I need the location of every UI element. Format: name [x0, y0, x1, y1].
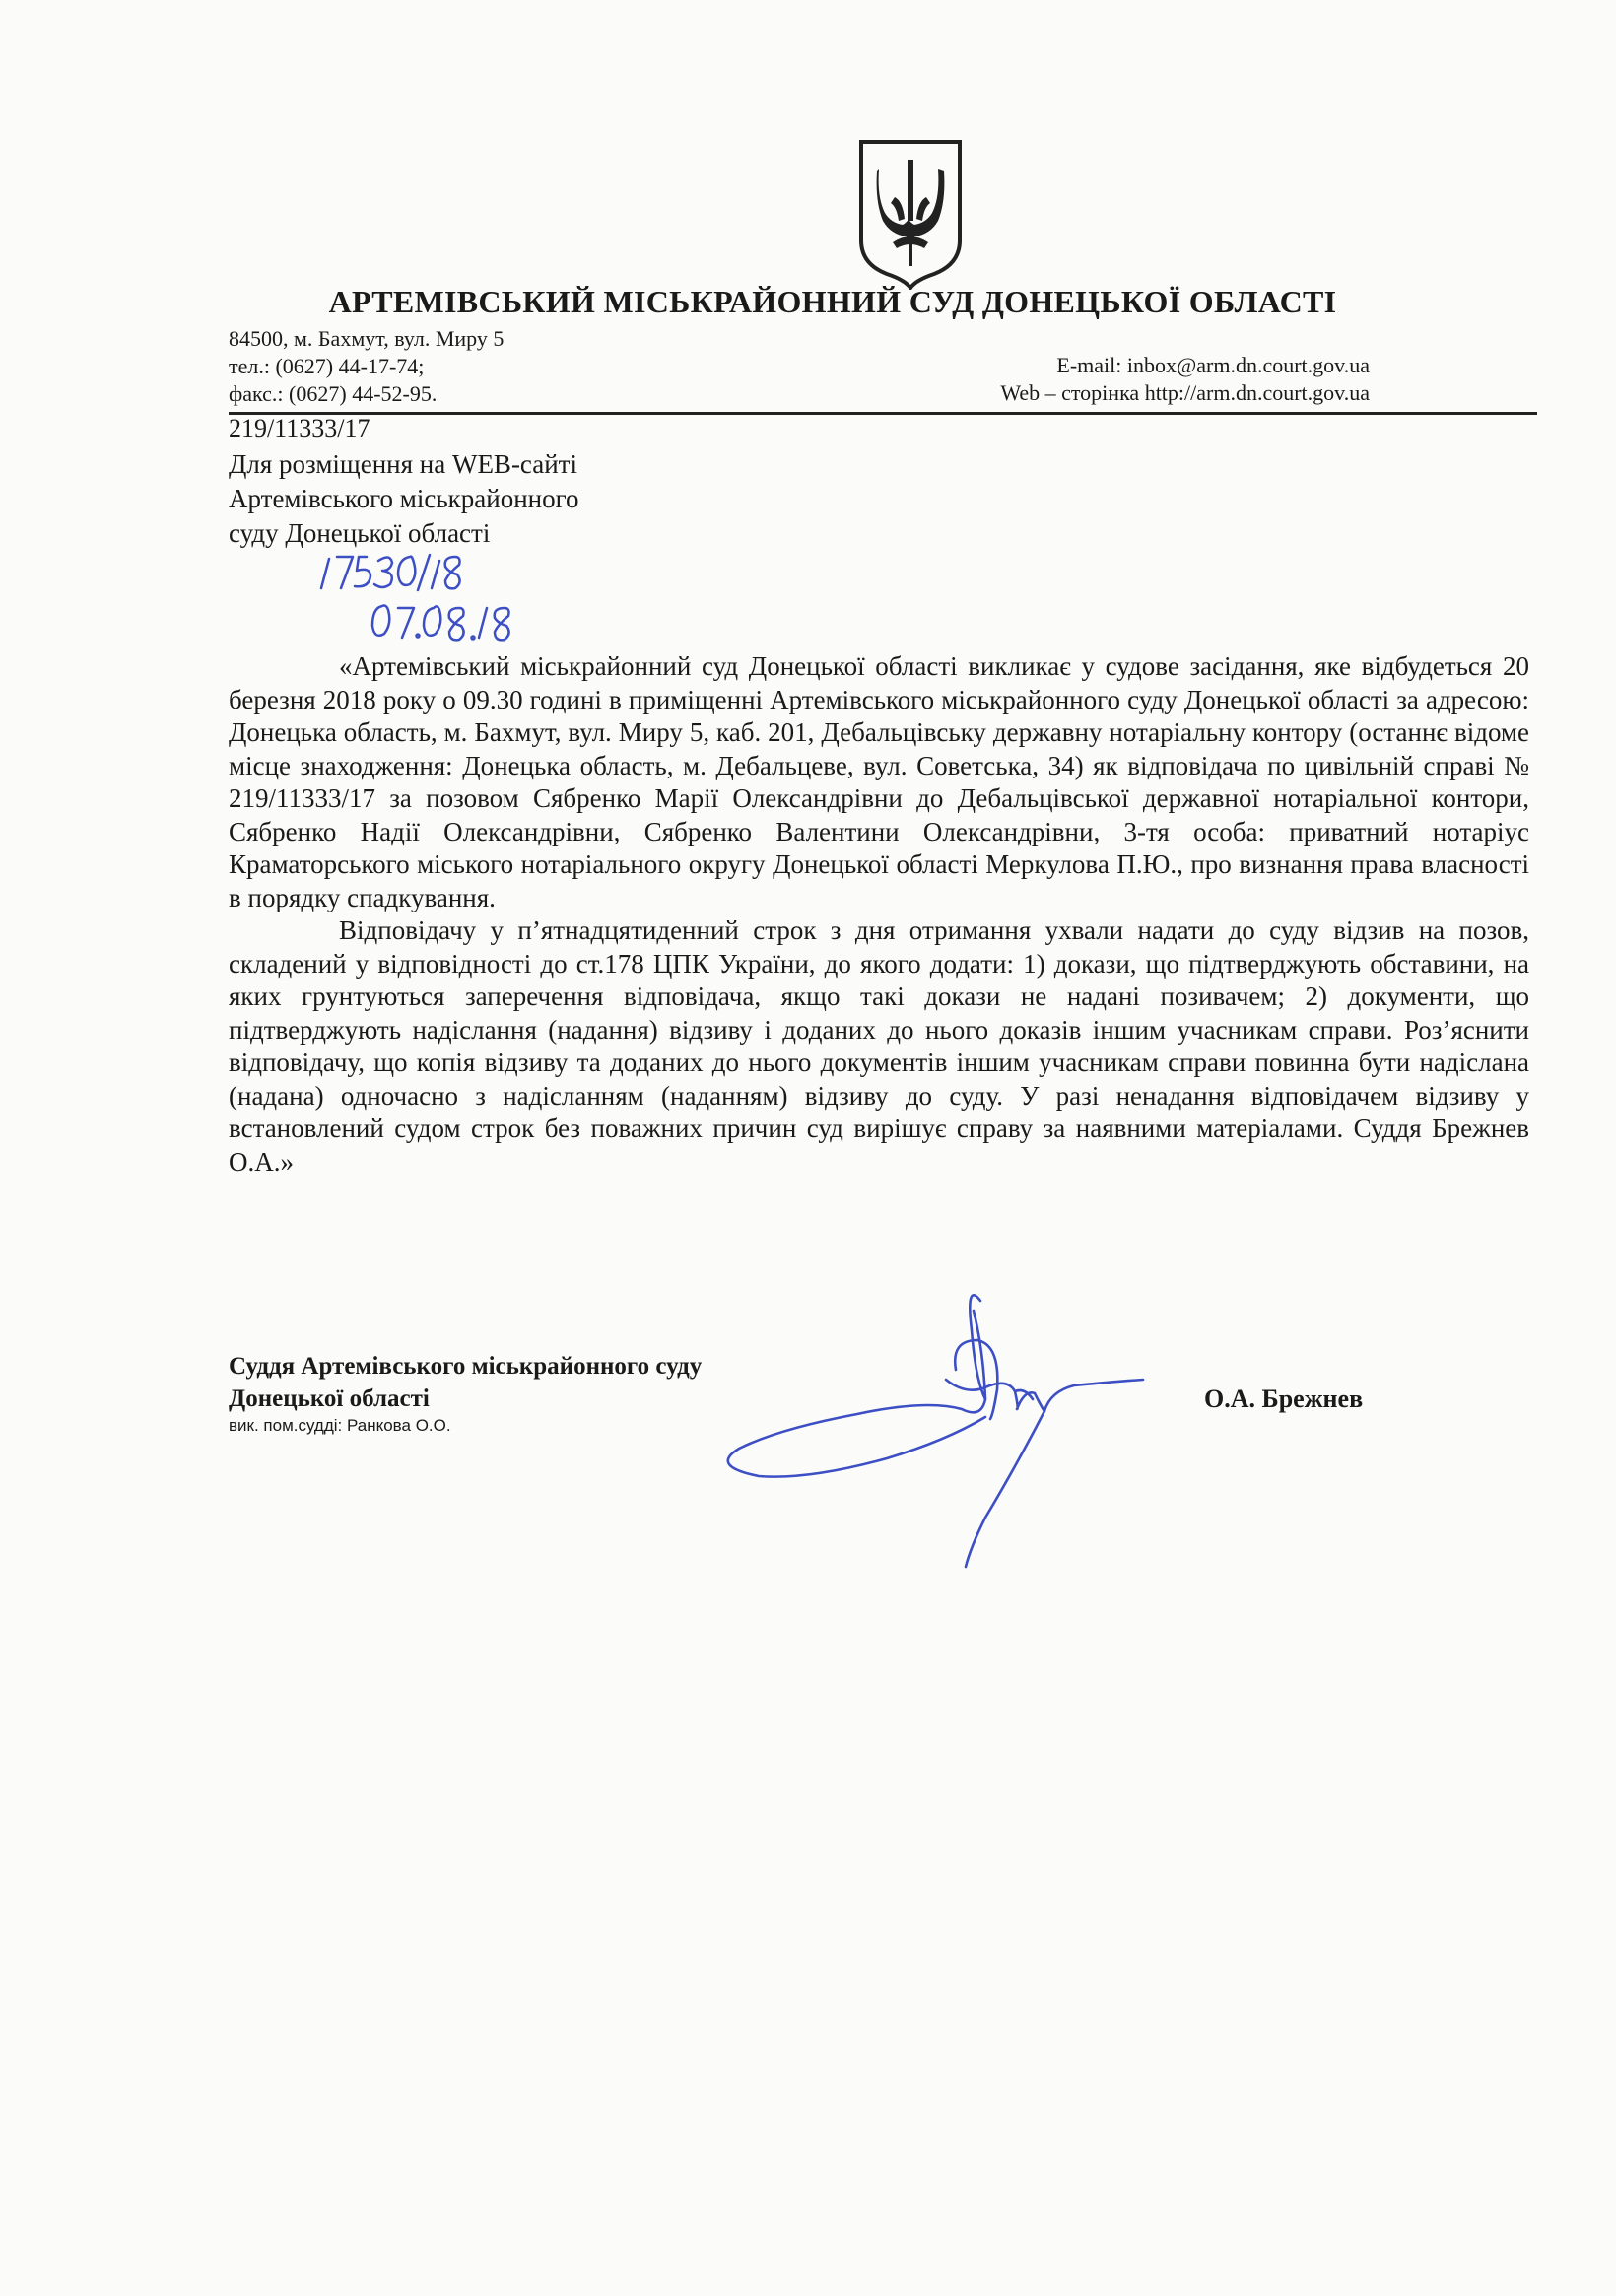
assistant-note: вик. пом.судді: Ранкова О.О. — [229, 1416, 451, 1435]
web-note-line: Для розміщення на WEB-сайті — [229, 449, 577, 479]
handwritten-signature — [719, 1271, 1182, 1591]
court-phone: тел.: (0627) 44-17-74; — [229, 354, 425, 378]
court-email: E-mail: inbox@arm.dn.court.gov.ua — [1056, 353, 1370, 377]
header-divider — [229, 412, 1537, 415]
court-website: Web – сторінка http://arm.dn.court.gov.ua — [1000, 380, 1370, 405]
court-address: 84500, м. Бахмут, вул. Миру 5 — [229, 326, 505, 351]
contact-block — [229, 325, 504, 408]
court-title: АРТЕМІВСЬКИЙ МІСЬКРАЙОННИЙ СУД ДОНЕЦЬКОЇ ОБЛАСТІ — [328, 284, 1337, 319]
web-placement-note — [229, 447, 579, 551]
signatory-title-line: Донецької області — [229, 1385, 430, 1412]
notice-paragraph: «Артемівський міськрайонний суд Донецької області викликає у судове засідання, яке відбудеться 20 березня 2018 року о 09.30 годині в приміщенні Артемівського міськрайонного суду Донецької області за адресою: Донецька область, м. Бахмут, вул. Миру 5, каб. 201, Дебальцівську державну нотаріальну контору (останнє відоме місце знаходження: Донецька область, м. Дебальцеве, вул. Советська, 34) як відповідача по цивільній справі № 219/11333/17 за позовом Сябренко Марії Олександрівни до Дебальцівської державної нотаріальної контори, Сябренко Надії Олександрівни, Сябренко Валентини Олександрівни, 3-тя особа: приватний нотаріус Краматорського міського нотаріального округу Донецької області Меркулова П.Ю., про визнання права власності в порядку спадкування. — [229, 651, 1529, 912]
online-contact-block — [887, 352, 1370, 407]
notice-body — [229, 650, 1529, 1179]
web-note-line: Артемівського міськрайонного — [229, 484, 579, 513]
trident-emblem-icon — [855, 138, 966, 290]
notice-paragraph: Відповідачу у п’ятнадцятиденний строк з дня отримання ухвали надати до суду відзив на позов, складений у відповідності до ст.178 ЦПК України, до якого додати: 1) докази, що підтверджують обставини, на яких грунтуються заперечення відповідача, якщо такі докази не надані позивачем; 2) документи, що підтверджують надіслання (надання) відзиву і доданих до нього доказів іншим учасникам справи. Роз’яснити відповідачу, що копія відзиву та доданих до нього документів іншим учасникам справи повинна бути надіслана (надана) одночасно з надісланням (наданням) відзиву до суду. У разі ненадання відповідачем відзиву у встановлений судом строк без поважних причин суд вирішує справу за наявними матеріалами. Суддя Брежнев О.А.» — [229, 915, 1529, 1177]
court-fax: факс.: (0627) 44-52-95. — [229, 381, 438, 406]
web-note-line: суду Донецької області — [229, 518, 491, 548]
handwritten-registration-stamp — [315, 547, 542, 655]
signer-name: О.А. Брежнев — [1204, 1384, 1364, 1413]
signatory-title — [229, 1350, 702, 1415]
case-number: 219/11333/17 — [229, 414, 370, 442]
signatory-title-line: Суддя Артемівського міськрайонного суду — [229, 1353, 703, 1380]
